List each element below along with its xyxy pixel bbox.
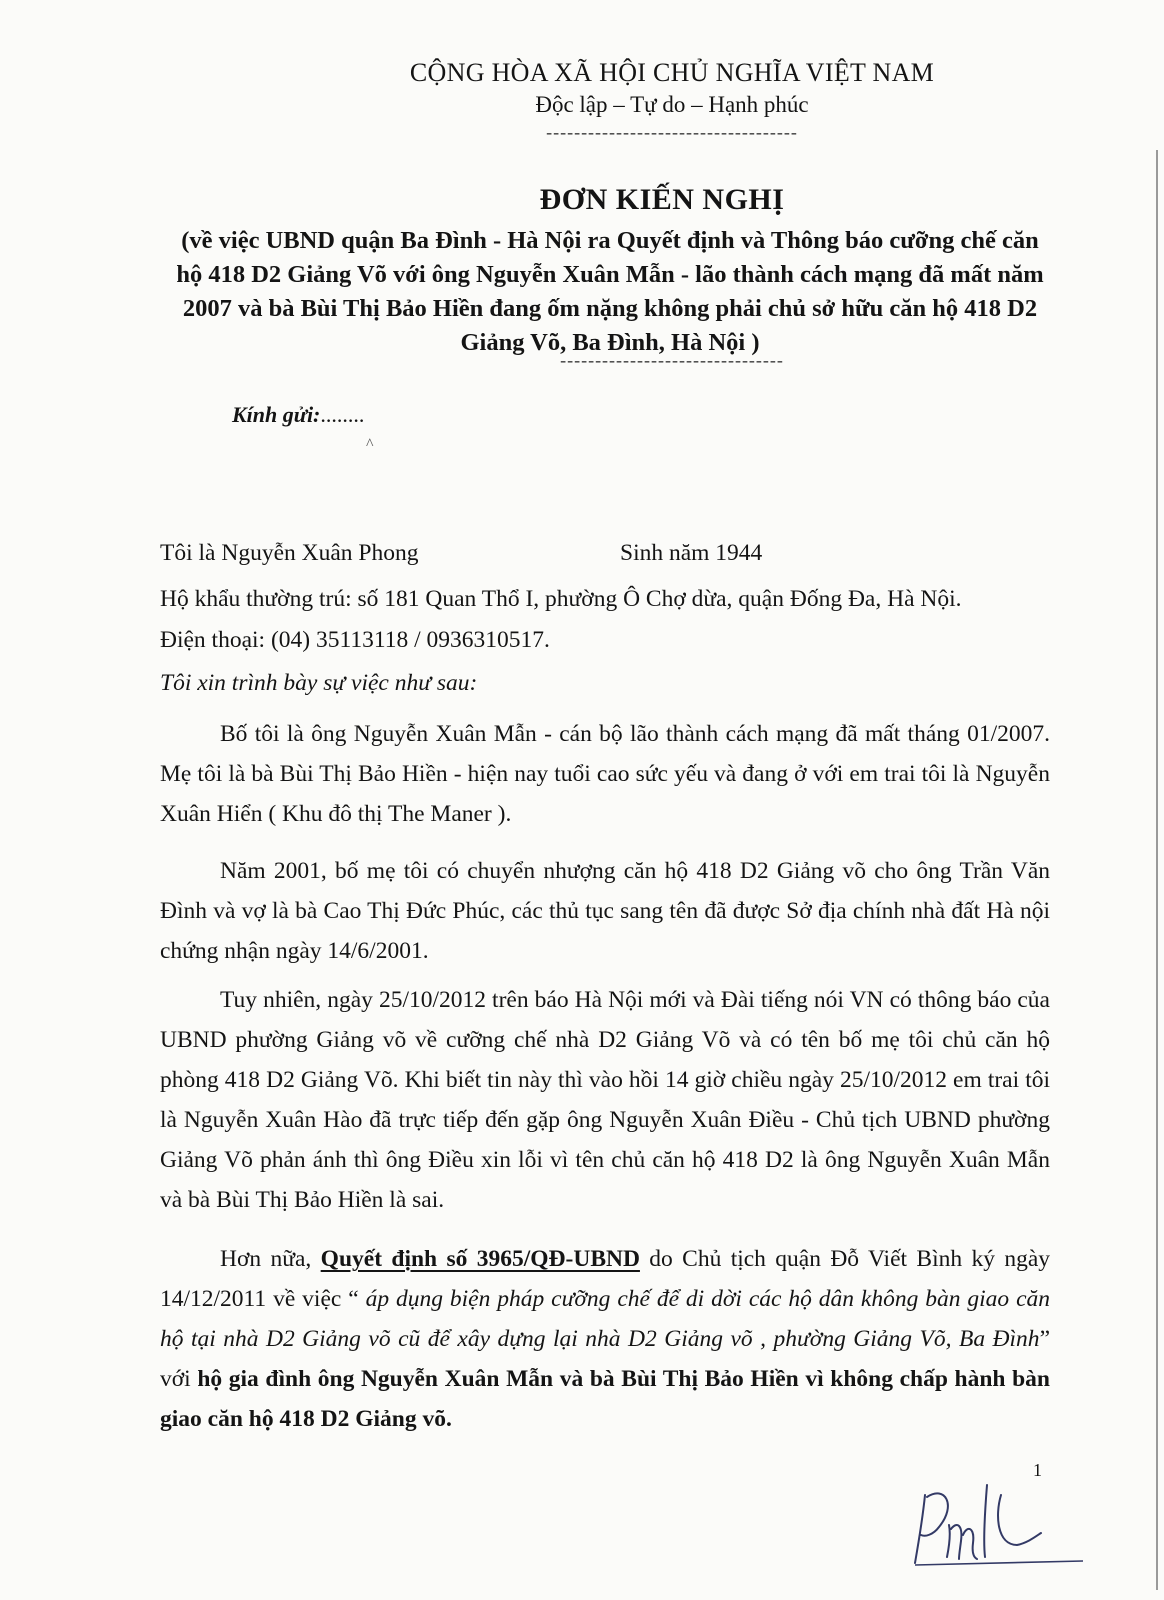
subtitle-separator: -------------------------------- <box>560 350 784 370</box>
document-title: ĐƠN KIẾN NGHỊ <box>539 183 785 216</box>
page-number: 1 <box>1033 1460 1042 1480</box>
sender-phone: Điện thoại: (04) 35113118 / 0936310517. <box>160 627 550 653</box>
p4-bold: hộ gia đình ông Nguyễn Xuân Mẫn và bà Bùi Thị Bảo Hiền vì không chấp hành bàn giao căn hộ 418 D2 Giảng võ. <box>160 1366 1050 1432</box>
paragraph-4 <box>160 1239 1050 1439</box>
p4-after: ” với <box>160 1326 1050 1392</box>
recipient-label: Kính gửi: <box>232 402 321 427</box>
p4-start: Hơn nữa, <box>220 1246 321 1272</box>
caret-mark: ^ <box>366 436 374 453</box>
nation-header: CỘNG HÒA XÃ HỘI CHỦ NGHĨA VIỆT NAM <box>409 58 935 87</box>
document-subtitle: (về việc UBND quận Ba Đình - Hà Nội ra Quyết định và Thông báo cưỡng chế căn hộ 418 D2 Giảng Võ với ông Nguyễn Xuân Mẫn - lão thành cách mạng đã mất năm 2007 và bà Bùi Thị Bảo Hiền đang ốm nặng không phải chủ sở hữu căn hộ 418 D2 Giảng Võ, Ba Đình, Hà Nội ) <box>176 227 1044 356</box>
motto: Độc lập – Tự do – Hạnh phúc <box>535 92 809 117</box>
paragraph-2: Năm 2001, bố mẹ tôi có chuyển nhượng căn hộ 418 D2 Giảng võ cho ông Trần Văn Đình và vợ là bà Cao Thị Đức Phúc, các thủ tục sang tên đã được Sở địa chính nhà đất Hà nội chứng nhận ngày 14/6/2001. <box>160 858 1050 964</box>
sender-address: Hộ khẩu thường trú: số 181 Quan Thổ I, phường Ô Chợ dừa, quận Đống Đa, Hà Nội. <box>160 586 962 612</box>
sender-name: Tôi là Nguyễn Xuân Phong <box>160 540 419 566</box>
recipient-line <box>232 402 364 428</box>
signature <box>905 1465 1085 1575</box>
p4-quote: áp dụng biện pháp cưỡng chế để di dời các hộ dân không bàn giao căn hộ tại nhà D2 Giảng võ cũ để xây dựng lại nhà D2 Giảng võ , phường Giảng Võ, Ba Đình <box>160 1286 1051 1352</box>
p4-mid: do Chủ tịch quận Đỗ Viết Bình ký ngày 14/12/2011 về việc “ <box>160 1246 1050 1312</box>
header-separator: ------------------------------------ <box>546 122 798 142</box>
paragraph-1: Bố tôi là ông Nguyễn Xuân Mẫn - cán bộ lão thành cách mạng đã mất tháng 01/2007. Mẹ tôi là bà Bùi Thị Bảo Hiền - hiện nay tuổi cao sức yếu và đang ở với em trai tôi là Nguyễn Xuân Hiển ( Khu đô thị The Maner ). <box>160 721 1050 827</box>
recipient-dots: ........ <box>320 402 365 427</box>
decision-reference: Quyết định số 3965/QĐ-UBND <box>320 1246 640 1272</box>
sender-birth: Sinh năm 1944 <box>620 540 763 566</box>
paragraph-3: Tuy nhiên, ngày 25/10/2012 trên báo Hà Nội mới và Đài tiếng nói VN có thông báo của UBND phường Giảng võ về cưỡng chế nhà D2 Giảng Võ và có tên bố mẹ tôi chủ căn hộ phòng 418 D2 Giảng Võ. Khi biết tin này thì vào hồi 14 giờ chiều ngày 25/10/2012 em trai tôi là Nguyễn Xuân Hào đã trực tiếp đến gặp ông Nguyễn Xuân Điều - Chủ tịch UBND phường Giảng Võ phản ánh thì ông Điều xin lỗi vì tên chủ căn hộ 418 D2 là ông Nguyễn Xuân Mẫn và bà Bùi Thị Bảo Hiền là sai. <box>160 987 1050 1213</box>
intro-line: Tôi xin trình bày sự việc như sau: <box>160 670 478 696</box>
